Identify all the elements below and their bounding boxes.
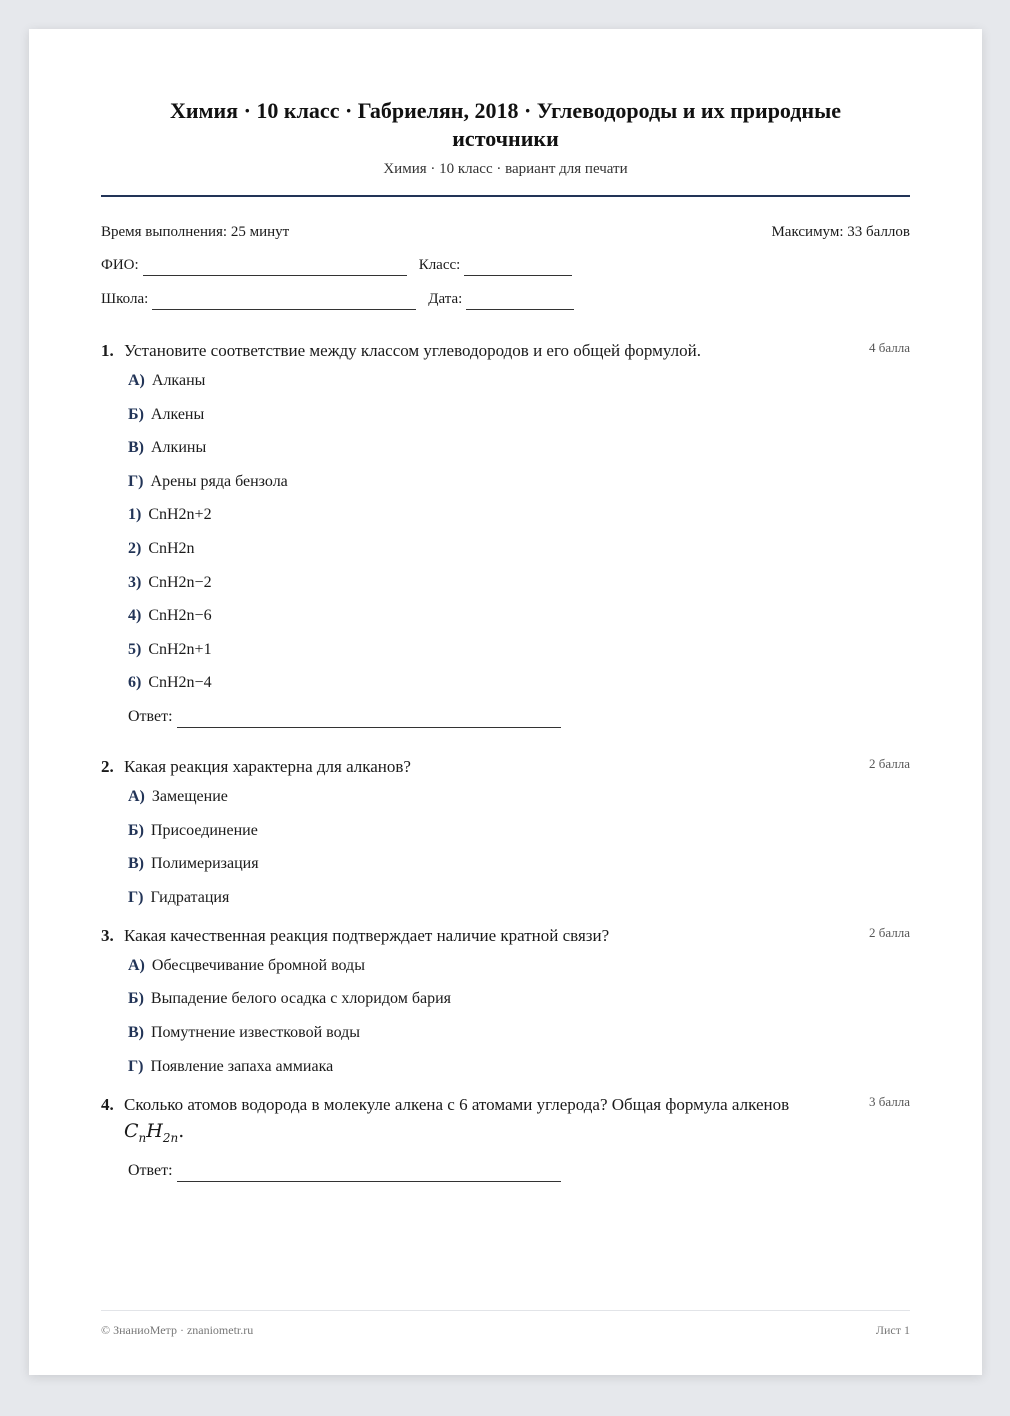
option-list [128, 370, 910, 694]
option-text: CnH2n−6 [148, 607, 212, 625]
option-key: 3) [128, 573, 142, 591]
question-number: 4. [101, 1094, 114, 1114]
question-points: 2 балла [869, 755, 910, 771]
option-text: Гидратация [150, 888, 230, 906]
option-item [128, 437, 910, 459]
option-item [128, 786, 910, 808]
question-points: 3 балла [869, 1093, 910, 1109]
question-text: Какая качественная реакция подтверждает наличие кратной связи? [124, 925, 610, 945]
option-text: Обесцвечивание бромной воды [151, 956, 365, 974]
option-item [128, 955, 910, 977]
question-text: Установите соответствие между классом углеводородов и его общей формулой. [124, 341, 702, 360]
option-key: 5) [128, 640, 142, 658]
date-blank [466, 293, 574, 310]
option-list [128, 955, 910, 1078]
option-text: Арены ряда бензола [150, 472, 288, 490]
option-item [128, 572, 910, 594]
option-key: В) [128, 855, 144, 873]
class-blank [464, 259, 572, 276]
option-item [128, 404, 910, 426]
question-number: 1. [101, 341, 114, 360]
option-item [128, 471, 910, 493]
option-item [128, 672, 910, 694]
option-item [128, 988, 910, 1010]
option-item [128, 370, 910, 392]
option-item [128, 820, 910, 842]
school-blank [152, 293, 416, 310]
option-text: Помутнение известковой воды [151, 1023, 361, 1041]
option-text: Замещение [151, 787, 228, 805]
answer-label: Ответ: [128, 1162, 173, 1180]
question-number: 2. [101, 756, 114, 776]
option-key: Г) [128, 1057, 144, 1075]
question-number: 3. [101, 925, 114, 945]
option-key: Б) [128, 821, 144, 839]
option-text: CnH2n−4 [148, 674, 212, 692]
option-item [128, 1022, 910, 1044]
student-fields-row-2 [101, 288, 910, 310]
answer-blank [177, 711, 561, 728]
max-score: Максимум: 33 баллов [771, 224, 910, 240]
answer-line [128, 1160, 910, 1182]
option-text: CnH2n+2 [148, 506, 212, 524]
option-key: А) [128, 372, 145, 389]
page-footer [101, 1310, 910, 1338]
option-key: Г) [128, 472, 144, 490]
option-key: Б) [128, 990, 144, 1008]
answer-blank [177, 1165, 561, 1182]
question-text: Какая реакция характерна для алканов? [124, 756, 411, 776]
footer-page-number: Лист 1 [875, 1323, 910, 1337]
option-text: CnH2n+1 [148, 640, 212, 658]
formula: $C_nH_{2n}$. [124, 1119, 185, 1145]
question-4 [101, 1092, 910, 1183]
student-fields-row-1 [101, 254, 910, 276]
option-key: Б) [128, 405, 144, 423]
option-key: 1) [128, 506, 142, 524]
page-title: Химия · 10 класс · Габриелян, 2018 · Углеводороды и их природные источники [169, 98, 842, 151]
page-subtitle: Химия · 10 класс · вариант для печати [383, 161, 628, 177]
time-limit: Время выполнения: 25 минут [101, 224, 290, 240]
option-key: 6) [128, 674, 142, 692]
option-text: Выпадение белого осадка с хлоридом бария [150, 990, 451, 1008]
fio-label: ФИО: [101, 257, 139, 273]
footer-copyright: © ЗнаниоМетр · znaniometr.ru [101, 1323, 254, 1337]
class-label: Класс: [418, 257, 461, 273]
option-item [128, 504, 910, 526]
option-text: Алкены [150, 405, 205, 423]
meta-row [101, 222, 910, 242]
question-1 [101, 338, 910, 728]
answer-label: Ответ: [128, 707, 173, 725]
answer-line [128, 706, 910, 728]
question-points: 4 балла [869, 340, 910, 355]
option-item [128, 639, 910, 661]
question-2 [101, 754, 910, 909]
option-text: Появление запаха аммиака [150, 1057, 334, 1075]
option-text: Алкины [151, 439, 207, 457]
option-text: Алканы [151, 372, 206, 389]
question-3 [101, 923, 910, 1078]
option-text: Полимеризация [151, 855, 259, 873]
option-item [128, 853, 910, 875]
option-key: А) [128, 787, 145, 805]
option-list [128, 786, 910, 909]
option-text: CnH2n−2 [148, 573, 212, 591]
header-divider [101, 195, 910, 197]
option-text: Присоединение [150, 821, 258, 839]
option-item [128, 1056, 910, 1078]
option-key: Г) [128, 888, 144, 906]
option-key: В) [128, 1023, 144, 1041]
question-text [124, 1092, 820, 1151]
question-text-main: Сколько атомов водорода в молекуле алкена с 6 атомами углерода? Общая формула алкенов [124, 1094, 790, 1114]
option-key: В) [128, 439, 144, 457]
school-label: Школа: [101, 291, 149, 307]
worksheet-content [101, 29, 910, 1182]
question-points: 2 балла [869, 924, 910, 940]
option-text: CnH2n [148, 539, 195, 557]
fio-blank [143, 259, 407, 276]
option-key: 2) [128, 539, 142, 557]
date-label: Дата: [428, 291, 463, 307]
worksheet-page [29, 29, 982, 1375]
option-item [128, 605, 910, 627]
option-item [128, 538, 910, 560]
option-item [128, 887, 910, 909]
option-key: 4) [128, 607, 142, 625]
option-key: А) [128, 956, 145, 974]
